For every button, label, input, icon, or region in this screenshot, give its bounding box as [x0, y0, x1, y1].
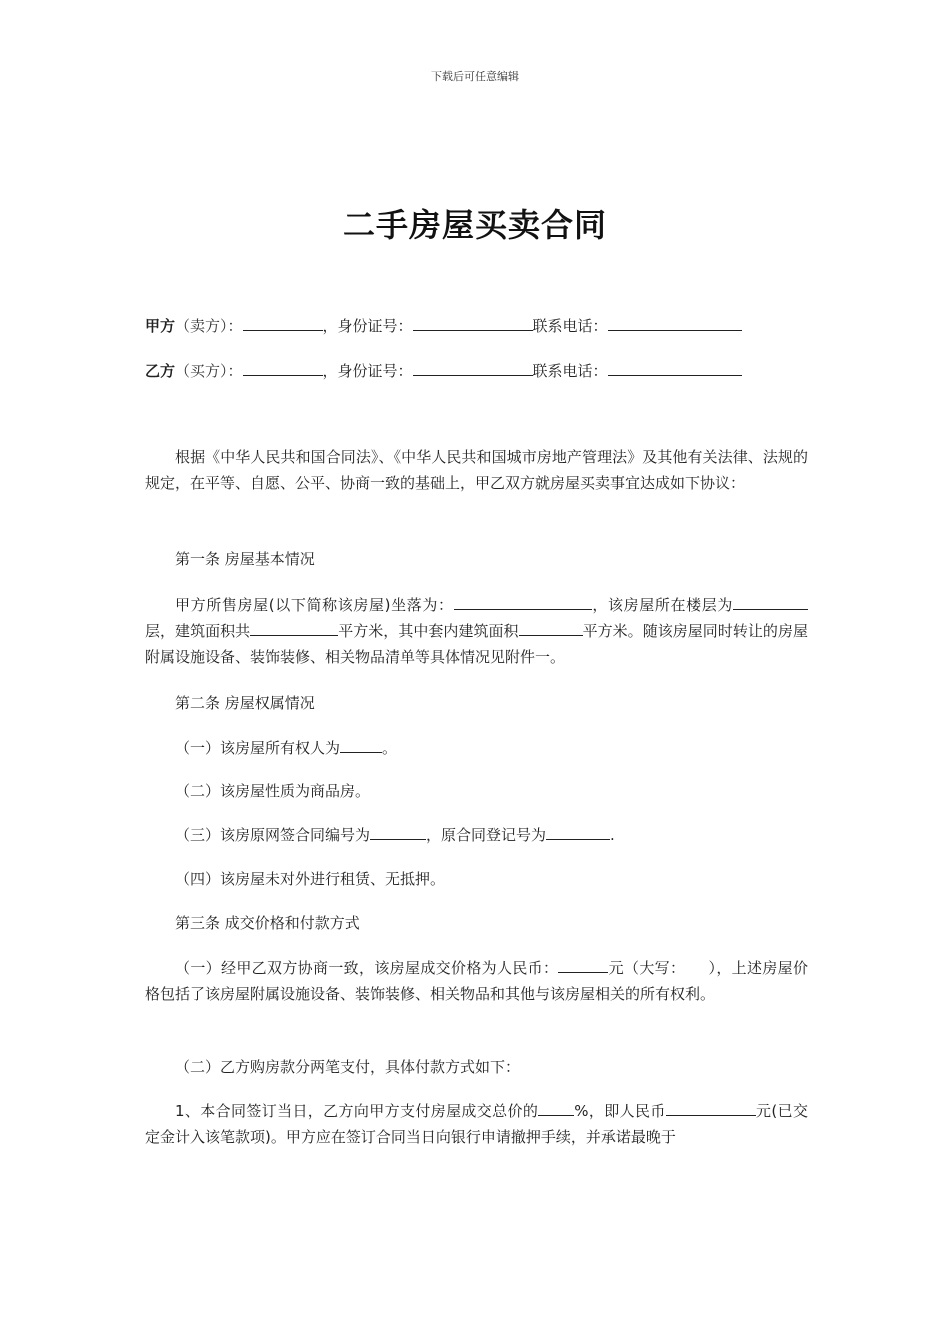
- article-2-item-4: （四）该房屋未对外进行租赁、无抵押。: [175, 870, 446, 888]
- payment-1-paragraph: 1、本合同签订当日，乙方向甲方支付房屋成交总价的 %，即人民币 元(已交定金计入该笔款项)。甲方应在签订合同当日向银行申请撤押手续，并承诺最晚于: [145, 1102, 808, 1146]
- intro-paragraph: 根据《中华人民共和国合同法》、《中华人民共和国城市房地产管理法》及其他有关法律、法规的规定，在平等、自愿、公平、协商一致的基础上，甲乙双方就房屋买卖事宜达成如下协议：: [145, 448, 808, 492]
- article-3-heading: 第三条 成交价格和付款方式: [175, 914, 360, 932]
- party-b-name-blank: [243, 361, 323, 376]
- registration-no-blank: [546, 825, 610, 840]
- percent-blank: [538, 1101, 574, 1116]
- floor-blank: [733, 595, 808, 610]
- party-b-type: （买方）：: [175, 362, 243, 380]
- article-1-paragraph: 甲方所售房屋(以下简称该房屋)坐落为： ，该房屋所在楼层为层，建筑面积共 平方米，其中套内建筑面积 平方米。随该房屋同时转让的房屋附属设施设备、装饰装修、相关物品清单等具体情况见附件一。: [145, 596, 808, 666]
- inner-area-blank: [519, 621, 583, 636]
- owner-blank: [340, 738, 382, 753]
- contract-no-blank: [370, 825, 426, 840]
- party-a-role: 甲方: [145, 317, 176, 335]
- header-note: 下载后可任意编辑: [431, 70, 519, 83]
- party-b-phone-label: 联系电话：: [532, 362, 608, 380]
- article-2-item-3: （三）该房原网签合同编号为 ，原合同登记号为 .: [175, 826, 615, 844]
- price-blank: [558, 958, 608, 973]
- location-blank: [454, 595, 592, 610]
- article-3-item-1: （一）经甲乙双方协商一致，该房屋成交价格为人民币： 元（大写： ），上述房屋价格包括了该房屋附属设施设备、装饰装修、相关物品和其他与该房屋相关的所有权利。: [145, 959, 808, 1003]
- party-b-phone-blank: [608, 361, 742, 376]
- party-b-role: 乙方: [145, 362, 176, 380]
- party-b-line: [145, 360, 742, 381]
- party-a-phone-label: 联系电话：: [532, 317, 608, 335]
- area-blank: [250, 621, 338, 636]
- contract-title: 二手房屋买卖合同: [342, 206, 607, 244]
- party-a-line: [145, 315, 742, 336]
- party-b-id-blank: [413, 361, 533, 376]
- article-1-heading: 第一条 房屋基本情况: [175, 550, 315, 568]
- party-a-name-blank: [243, 316, 323, 331]
- party-a-id-blank: [413, 316, 533, 331]
- amount-blank: [666, 1101, 756, 1116]
- party-b-id-label: ，身份证号：: [322, 362, 413, 380]
- party-a-phone-blank: [608, 316, 742, 331]
- article-2-item-1: （一）该房屋所有权人为 。: [175, 739, 398, 757]
- article-2-heading: 第二条 房屋权属情况: [175, 694, 315, 712]
- party-a-type: （卖方）：: [175, 317, 243, 335]
- article-3-item-2: （二）乙方购房款分两笔支付，具体付款方式如下：: [175, 1058, 521, 1076]
- party-a-id-label: ，身份证号：: [322, 317, 413, 335]
- article-2-item-2: （二）该房屋性质为商品房。: [175, 782, 371, 800]
